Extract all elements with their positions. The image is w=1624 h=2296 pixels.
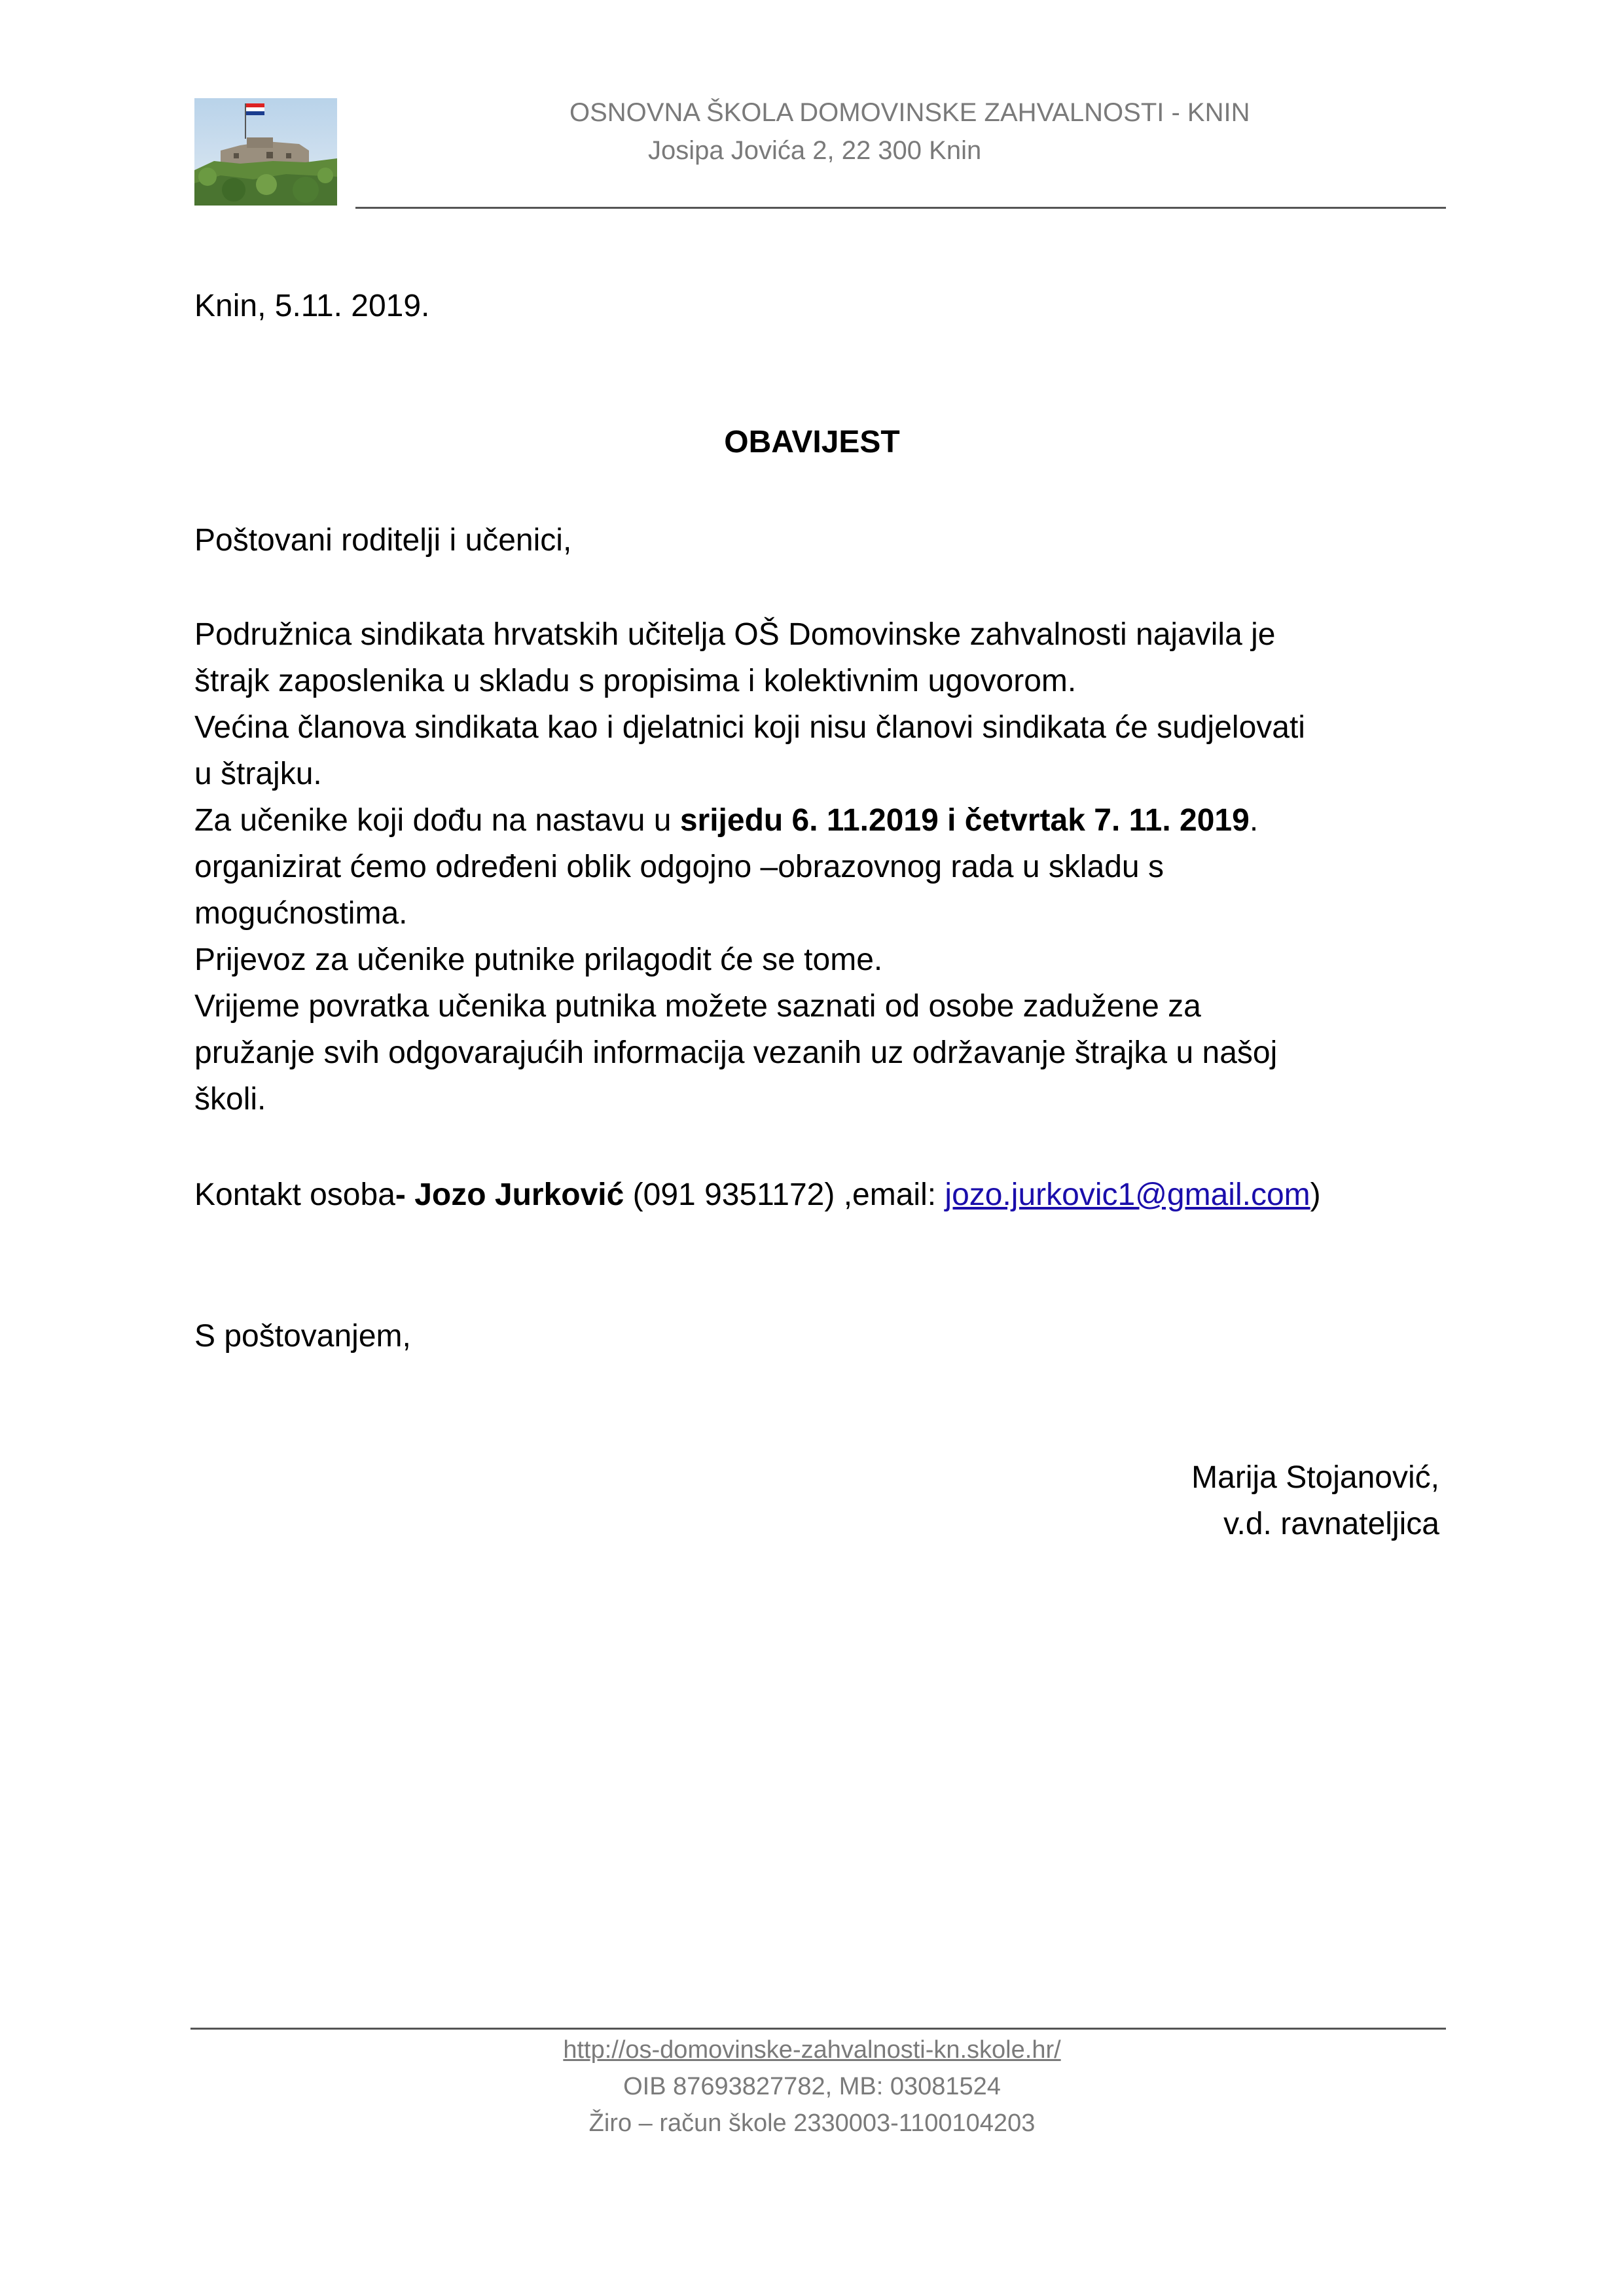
body-text bbox=[194, 611, 1305, 1122]
contact-phone: (091 9351172) ,email: bbox=[624, 1177, 945, 1212]
body-line: Prijevoz za učenike putnike prilagodit će se tome. bbox=[194, 942, 883, 977]
contact-email-link[interactable]: jozo.jurkovic1@gmail.com bbox=[945, 1177, 1310, 1212]
body-line-dates bbox=[194, 797, 1305, 844]
body-line: štrajk zaposlenika u skladu s propisima i kolektivnim ugovorom. bbox=[194, 664, 1077, 698]
signature-block bbox=[1191, 1454, 1439, 1547]
body-line: pružanje svih odgovarajućih informacija vezanih uz održavanje štrajka u našoj bbox=[194, 1035, 1278, 1070]
closing-line: S poštovanjem, bbox=[194, 1319, 411, 1354]
body-line: organizirat ćemo određeni oblik odgojno –obrazovnog rada u skladu s bbox=[194, 850, 1164, 884]
contact-suffix: ) bbox=[1310, 1177, 1321, 1212]
body-line: mogućnostima. bbox=[194, 896, 408, 931]
signature-name: Marija Stojanović, bbox=[1191, 1460, 1439, 1495]
body-line: u štrajku. bbox=[194, 757, 322, 791]
document-title: OBAVIJEST bbox=[724, 425, 900, 459]
signature-role: v.d. ravnateljica bbox=[1223, 1507, 1439, 1541]
footer-account: Žiro – račun škole 2330003-1100104203 bbox=[588, 2109, 1036, 2137]
header-divider bbox=[355, 207, 1446, 209]
footer-divider bbox=[190, 2028, 1446, 2030]
body-line: Podružnica sindikata hrvatskih učitelja OŠ Domovinske zahvalnosti najavila je bbox=[194, 617, 1276, 652]
strike-dates: srijedu 6. 11.2019 i četvrtak 7. 11. 2019 bbox=[679, 803, 1250, 838]
contact-line bbox=[194, 1172, 1321, 1218]
body-line: Većina članova sindikata kao i djelatnici koji nisu članovi sindikata će sudjelovati bbox=[194, 710, 1305, 745]
dates-prefix: Za učenike koji dođu na nastavu u bbox=[194, 803, 680, 838]
dates-suffix: . bbox=[1249, 803, 1259, 838]
school-address: Josipa Jovića 2, 22 300 Knin bbox=[648, 136, 982, 165]
contact-prefix: Kontakt osoba bbox=[194, 1177, 395, 1212]
footer-ids: OIB 87693827782, MB: 03081524 bbox=[623, 2073, 1001, 2100]
school-logo bbox=[194, 98, 337, 206]
footer bbox=[0, 2032, 1624, 2142]
date-line: Knin, 5.11. 2019. bbox=[194, 289, 430, 323]
school-name: OSNOVNA ŠKOLA DOMOVINSKE ZAHVALNOSTI - KNIN bbox=[569, 98, 1250, 127]
body-line: školi. bbox=[194, 1082, 266, 1117]
contact-name: - Jozo Jurković bbox=[395, 1177, 624, 1212]
fortress-photo-icon bbox=[194, 98, 337, 206]
salutation: Poštovani roditelji i učenici, bbox=[194, 523, 572, 558]
body-line: Vrijeme povratka učenika putnika možete saznati od osobe zadužene za bbox=[194, 989, 1201, 1024]
footer-website-link[interactable]: http://os-domovinske-zahvalnosti-kn.skole.hr/ bbox=[563, 2036, 1061, 2064]
